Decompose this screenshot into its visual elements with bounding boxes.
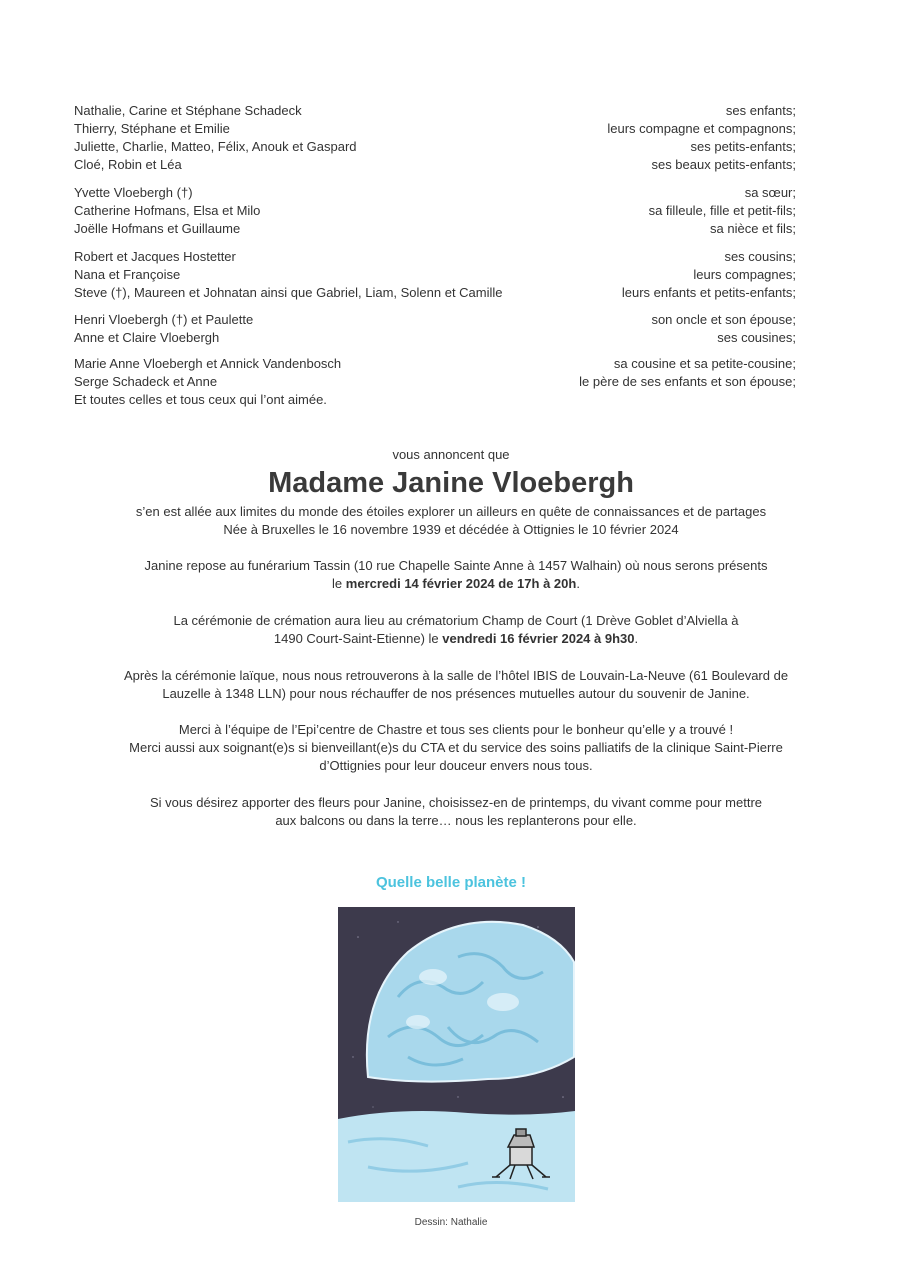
family-relation: ses cousines; — [717, 330, 796, 345]
birth-death-line: Née à Bruxelles le 16 novembre 1939 et décédée à Ottignies le 10 février 2024 — [223, 522, 679, 537]
family-relation: ses enfants; — [725, 103, 796, 118]
family-relation: leurs enfants et petits-enfants; — [621, 285, 796, 300]
family-relation: le père de ses enfants et son épouse; — [579, 374, 796, 389]
family-row — [74, 102, 796, 120]
flowers-line-1: Si vous désirez apporter des fleurs pour Janine, choisissez-en de printemps, du vivant comme pour mettre — [149, 795, 762, 810]
family-row — [74, 355, 796, 373]
family-row — [74, 184, 796, 202]
family-row — [74, 120, 796, 138]
visiting-hours: mercredi 14 février 2024 de 17h à 20h — [345, 576, 577, 591]
funerarium-line-2: le mercredi 14 février 2024 de 17h à 20h. — [332, 576, 580, 591]
family-row — [74, 156, 796, 174]
family-names: Catherine Hofmans, Elsa et Milo — [74, 203, 261, 218]
announcement-line-1: s’en est allée aux limites du monde des étoiles explorer un ailleurs en quête de connaissances et de partages — [135, 504, 767, 519]
family-group — [74, 248, 796, 302]
announcement-intro: vous annoncent que — [392, 447, 510, 462]
cremation-paragraph — [100, 612, 812, 648]
quote-heading: Quelle belle planète ! — [375, 874, 527, 891]
cremation-line-1: La cérémonie de crémation aura lieu au crématorium Champ de Court (1 Drève Goblet d’Alviella à — [173, 613, 739, 628]
family-relation: sa sœur; — [744, 185, 796, 200]
family-names: Thierry, Stéphane et Emilie — [74, 121, 230, 136]
family-group — [74, 102, 796, 174]
family-relation: leurs compagnes; — [693, 267, 796, 282]
family-names: Serge Schadeck et Anne — [74, 374, 218, 389]
family-row — [74, 329, 796, 347]
family-row — [74, 248, 796, 266]
family-row — [74, 373, 796, 391]
cremation-date: vendredi 16 février 2024 à 9h30 — [442, 631, 635, 646]
family-names: Yvette Vloebergh (†) — [74, 185, 193, 200]
deceased-name: Madame Janine Vloebergh — [268, 467, 634, 499]
family-relation: son oncle et son épouse; — [651, 312, 796, 327]
family-relation: ses cousins; — [724, 249, 796, 264]
thanks-line-2: Merci aussi aux soignant(e)s si bienveillant(e)s du CTA et du service des soins palliatifs de la clinique Saint-Pierre — [129, 740, 783, 755]
family-row — [74, 220, 796, 238]
thanks-line-3: d’Ottignies pour leur douceur envers nous tous. — [319, 758, 593, 773]
family-relation: ses beaux petits-enfants; — [651, 157, 796, 172]
thanks-paragraph — [100, 721, 812, 775]
family-relation: leurs compagne et compagnons; — [607, 121, 796, 136]
family-relation: ses petits-enfants; — [690, 139, 796, 154]
family-names: Robert et Jacques Hostetter — [74, 249, 236, 264]
family-names: Anne et Claire Vloebergh — [74, 330, 220, 345]
family-row — [74, 311, 796, 329]
funerarium-line-1: Janine repose au funérarium Tassin (10 rue Chapelle Sainte Anne à 1457 Walhain) où nous serons présents — [144, 558, 768, 573]
cremation-line-2: 1490 Court-Saint-Etienne) le vendredi 16 février 2024 à 9h30. — [273, 631, 639, 646]
family-names: Nana et Françoise — [74, 267, 181, 282]
family-names: Cloé, Robin et Léa — [74, 157, 182, 172]
family-names: Joëlle Hofmans et Guillaume — [74, 221, 241, 236]
family-names: Steve (†), Maureen et Johnatan ainsi que Gabriel, Liam, Solenn et Camille — [74, 285, 503, 300]
reception-line-1: Après la cérémonie laïque, nous nous retrouverons à la salle de l’hôtel IBIS de Louvain-La-Neuve (61 Boulevard de — [123, 668, 789, 683]
flowers-paragraph — [100, 794, 812, 830]
family-row — [74, 202, 796, 220]
family-group — [74, 355, 796, 409]
family-row — [74, 284, 796, 302]
thanks-line-1: Merci à l’équipe de l’Epi’centre de Chastre et tous ses clients pour le bonheur qu’elle y a trouvé ! — [178, 722, 734, 737]
family-relation: sa filleule, fille et petit-fils; — [648, 203, 796, 218]
family-group — [74, 184, 796, 238]
funerarium-paragraph — [100, 557, 812, 593]
flowers-line-2: aux balcons ou dans la terre… nous les replanterons pour elle. — [275, 813, 637, 828]
family-row — [74, 266, 796, 284]
family-names: Juliette, Charlie, Matteo, Félix, Anouk et Gaspard — [74, 139, 357, 154]
earth-moon-drawing — [338, 907, 575, 1202]
family-row — [74, 138, 796, 156]
family-names: Marie Anne Vloebergh et Annick Vandenbosch — [74, 356, 342, 371]
reception-paragraph — [100, 667, 812, 703]
family-names: Et toutes celles et tous ceux qui l’ont aimée. — [74, 392, 327, 407]
family-row — [74, 391, 796, 409]
family-relation: sa cousine et sa petite-cousine; — [613, 356, 796, 371]
drawing-caption: Dessin: Nathalie — [414, 1217, 488, 1228]
family-names: Henri Vloebergh (†) et Paulette — [74, 312, 254, 327]
family-names: Nathalie, Carine et Stéphane Schadeck — [74, 103, 302, 118]
reception-line-2: Lauzelle à 1348 LLN) pour nous réchauffer de nos présences mutuelles autour du souvenir de Janine. — [162, 686, 750, 701]
family-relation: sa nièce et fils; — [710, 221, 796, 236]
family-group — [74, 311, 796, 347]
